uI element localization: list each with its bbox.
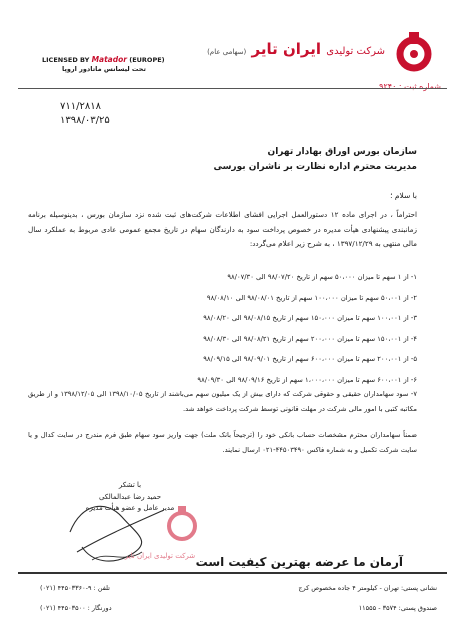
po-box: صندوق پستی: ۳۵۷۴ - ۱۱۵۵۵ — [358, 604, 437, 612]
header-divider — [18, 88, 447, 89]
company-name — [207, 40, 385, 58]
closing: با تشکر — [118, 481, 142, 489]
addressee-line-2: مدیریت محترم اداره نظارت بر ناشران بورسی — [213, 162, 417, 172]
signer-title: مدیر عامل و عضو هیأت مدیره — [85, 504, 175, 512]
schedule-item: ۱- از ۱ سهم تا میزان ۵۰،۰۰۰ سهم از تاریخ ۹۸/۰۷/۲۰ الی ۹۸/۰۷/۳۰ — [227, 273, 417, 281]
schedule-item: ۶- از ۶۰۰،۰۰۱ سهم تا میزان ۱،۰۰۰،۰۰۰ سهم از تاریخ ۹۸/۰۹/۱۶ الی ۹۸/۰۹/۳۰ — [197, 375, 417, 384]
footer-contact — [40, 578, 112, 618]
schedule-item: ۲- از ۵۰،۰۰۱ سهم تا میزان ۱۰۰،۰۰۰ سهم از تاریخ ۹۸/۰۸/۰۱ الی ۹۸/۰۸/۱۰ — [206, 293, 417, 302]
license-line-en — [42, 55, 165, 64]
postal-address: نشانی پستی: تهران - کیلومتر ۴ جاده مخصوص کرج — [298, 584, 437, 592]
schedule-item: ۵- از ۲۰۰،۰۰۱ سهم تا میزان ۶۰۰،۰۰۰ سهم از تاریخ ۹۸/۰۹/۰۱ الی ۹۸/۰۹/۱۵ — [203, 355, 417, 363]
letter-number: ۷۱۱/۲۸۱۸ — [60, 101, 101, 112]
license-line-fa: تحت لیسانس ماتادور اروپا — [62, 65, 146, 73]
licensed-region: (EUROPE) — [129, 56, 165, 64]
iran-tire-logo-icon — [392, 30, 436, 74]
fax-number: دورنگار : ۴۴۵۰۳۵۰۰ (۰۲۱) — [40, 604, 112, 612]
schedule-item: ۴- از ۱۵۰،۰۰۱ سهم تا میزان ۲۰۰،۰۰۰ سهم از تاریخ ۹۸/۰۸/۲۱ الی ۹۸/۰۸/۳۰ — [203, 334, 417, 343]
salutation: با سلام ؛ — [390, 191, 417, 200]
phone-number: تلفن : ۹-۴۴۵۰۳۳۶۰ (۰۲۱) — [40, 584, 110, 592]
company-prefix: شرکت تولیدی — [326, 46, 385, 57]
addressee-line-1: سازمان بورس اوراق بهادار تهران — [267, 147, 417, 157]
company-stamp-icon — [100, 500, 210, 570]
intro-paragraph: احتراماً ، در اجرای ماده ۱۲ دستورالعمل اجرایی افشای اطلاعات شرکت‌های ثبت شده نزد سازمان بورس ، بدینوسیله برنامه زمانبندی پیشنهادی هیأت مدیره در خصوص پرداخت سود به دارندگان سهام در تاریخ مجمع عمومی عادی مربوط به عملکرد سال مالی منتهی به ۱۳۹۷/۱۲/۲۹ ، به شرح زیر اعلام می‌گردد: — [28, 210, 417, 248]
company-slogan: آرمان ما عرضه بهترین کیفیت است — [195, 555, 403, 569]
payment-schedule — [27, 267, 417, 390]
addressee — [213, 145, 417, 175]
company-title: ایران تایر — [251, 40, 322, 58]
footer-address — [298, 578, 437, 618]
registration-number: شماره ثبت : ۹۲۴۰ — [379, 82, 441, 91]
letter-meta — [60, 100, 110, 128]
signer-name: حمید رضا عبدالمالکی — [98, 492, 162, 501]
schedule-item-7: ۷- سود سهامداران حقیقی و حقوقی شرکت که دارای بیش از یک میلیون سهم می‌باشند از تاریخ ۱۳۹۸/۱۰/۰۵ الی ۱۳۹۸/۱۲/۰۵ و از طریق مکاتبه کتبی با امور مالی شرکت در مهلت قانونی توسط شرکت پرداخت خواهد شد. — [28, 390, 418, 413]
licensed-label: LICENSED BY — [42, 56, 90, 64]
company-type: (سهامی عام) — [207, 48, 247, 56]
schedule-item: ۳- از ۱۰۰،۰۰۱ سهم تا میزان ۱۵۰،۰۰۰ سهم از تاریخ ۹۸/۰۸/۱۵ الی ۹۸/۰۸/۲۰ — [203, 314, 417, 322]
bank-account-note: ضمناً سهامداران محترم مشخصات حساب بانکی خود را (ترجیحاً بانک ملت) جهت واریز سود سهام طبق فرم مندرج در سایت کدال و یا سایت شرکت تکمیل و به شماره فاکس ۴۴۵۰۳۴۹۰-۰۲۱ ارسال نمایند. — [28, 431, 417, 454]
letter-date: ۱۳۹۸/۰۳/۲۵ — [60, 115, 110, 126]
matador-brand: Matador — [91, 55, 127, 64]
stamp-text: شرکت تولیدی ایران تایر — [124, 552, 196, 560]
footer-divider — [18, 572, 447, 574]
